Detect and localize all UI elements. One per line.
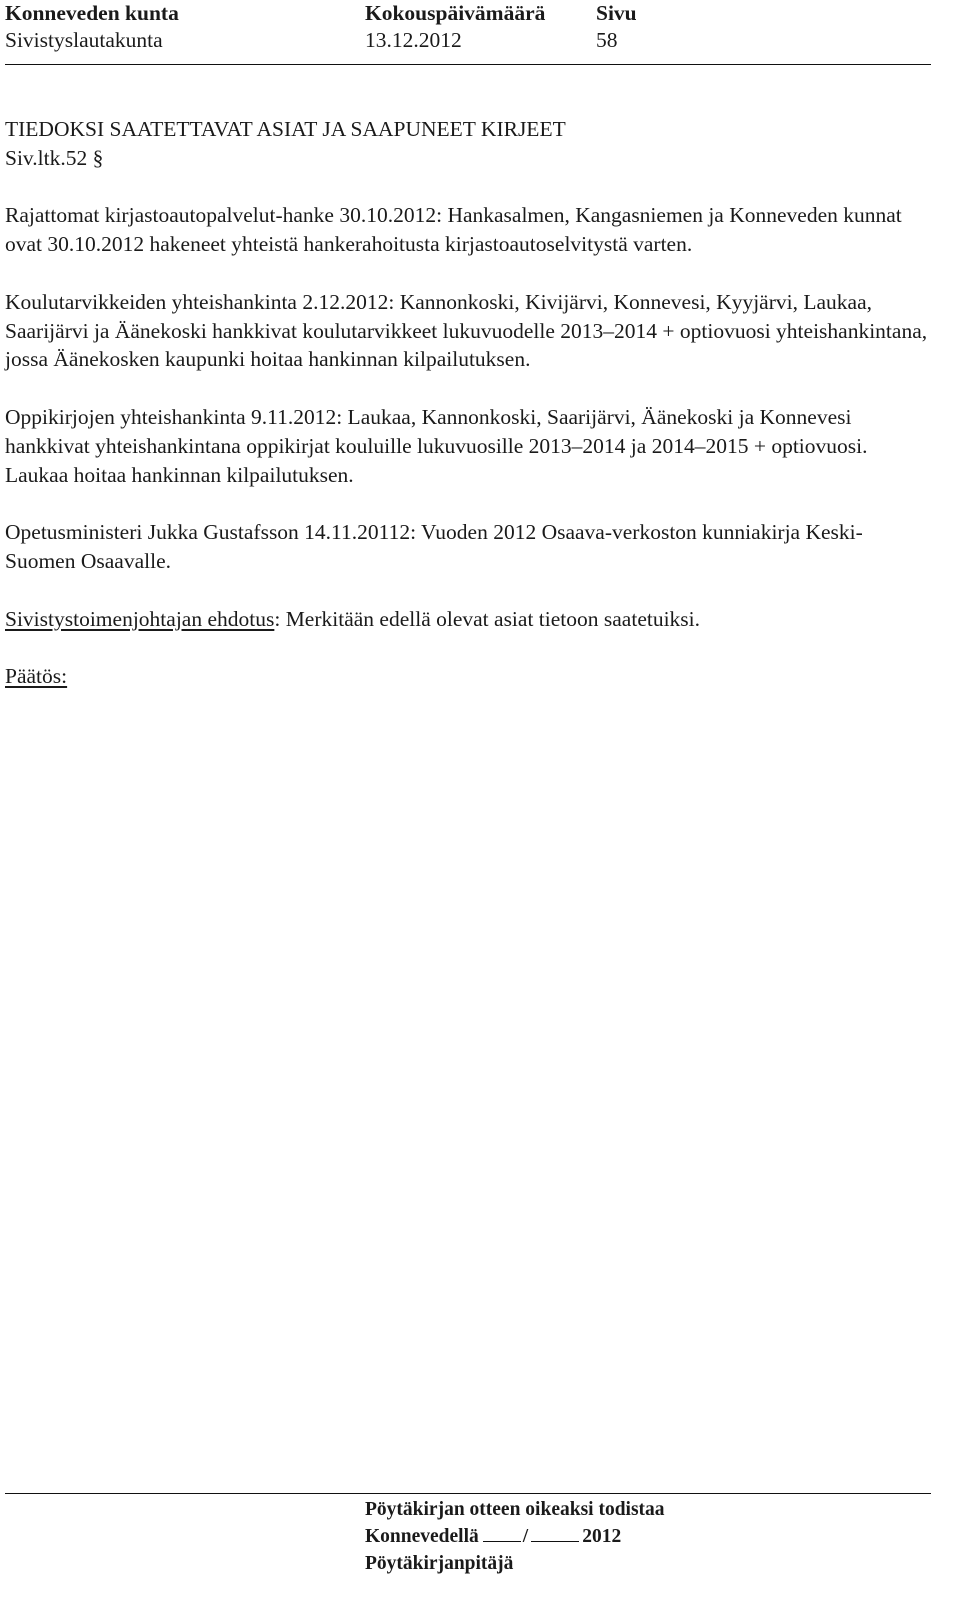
section-title: TIEDOKSI SAATETTAVAT ASIAT JA SAAPUNEET KIRJEET [5, 117, 566, 141]
header-date [365, 0, 545, 54]
place-name: Konnevedellä [365, 1526, 479, 1547]
certification-line: Pöytäkirjan otteen oikeaksi todistaa [365, 1499, 665, 1520]
day-blank [483, 1523, 521, 1542]
proposal [5, 605, 930, 634]
footer-divider [5, 1493, 931, 1494]
document-body [5, 115, 930, 720]
proposal-label: Sivistystoimenjohtajan ehdotus [5, 606, 275, 631]
place-date-line [365, 1523, 665, 1550]
decision [5, 662, 930, 691]
page-number: 58 [596, 28, 618, 52]
decision-label: Päätös: [5, 664, 68, 689]
section-reference: Siv.ltk.52 § [5, 145, 104, 170]
header-organization [5, 0, 179, 54]
paragraph-textbooks: Oppikirjojen yhteishankinta 9.11.2012: Laukaa, Kannonkoski, Saarijärvi, Äänekoski ja Konnevesi hankkivat yhteishankintana oppikirjat kouluille lukuvuosille 2013–2014 ja 2014–2015 + optiovuosi. Laukaa hoitaa hankinnan kilpailutuksen. [5, 404, 868, 487]
recorder-title: Pöytäkirjanpitäjä [365, 1553, 514, 1574]
paragraph-ministry-certificate: Opetusministeri Jukka Gustafsson 14.11.20112: Vuoden 2012 Osaava-verkoston kunniakirja Keski-Suomen Osaavalle. [5, 520, 863, 573]
footer-year: 2012 [582, 1526, 622, 1547]
meeting-date: 13.12.2012 [365, 28, 462, 52]
certification-footer [365, 1496, 665, 1577]
date-separator: / [522, 1526, 529, 1547]
proposal-text: : Merkitään edellä olevat asiat tietoon saatetuiksi. [274, 606, 701, 631]
date-label: Kokouspäivämäärä [365, 1, 546, 25]
header-divider [5, 64, 931, 65]
department-name: Sivistyslautakunta [5, 28, 163, 52]
paragraph-school-supplies: Koulutarvikkeiden yhteishankinta 2.12.2012: Kannonkoski, Kivijärvi, Konnevesi, Kyyjärvi, Laukaa, Saarijärvi ja Äänekoski hankkivat koulutarvikkeet lukuvuodelle 2013–2014 + optiovuosi yhteishankintana, jossa Äänekosken kaupunki hoitaa hankinnan kilpailutuksen. [5, 289, 928, 372]
page-label: Sivu [596, 1, 637, 25]
org-name: Konneveden kunta [5, 1, 179, 25]
month-blank [531, 1523, 579, 1542]
paragraph-library-bus: Rajattomat kirjastoautopalvelut-hanke 30.10.2012: Hankasalmen, Kangasniemen ja Konneveden kunnat ovat 30.10.2012 hakeneet yhteistä hankerahoitusta kirjastoautoselvitystä varten. [5, 203, 902, 257]
header-page [596, 0, 637, 54]
